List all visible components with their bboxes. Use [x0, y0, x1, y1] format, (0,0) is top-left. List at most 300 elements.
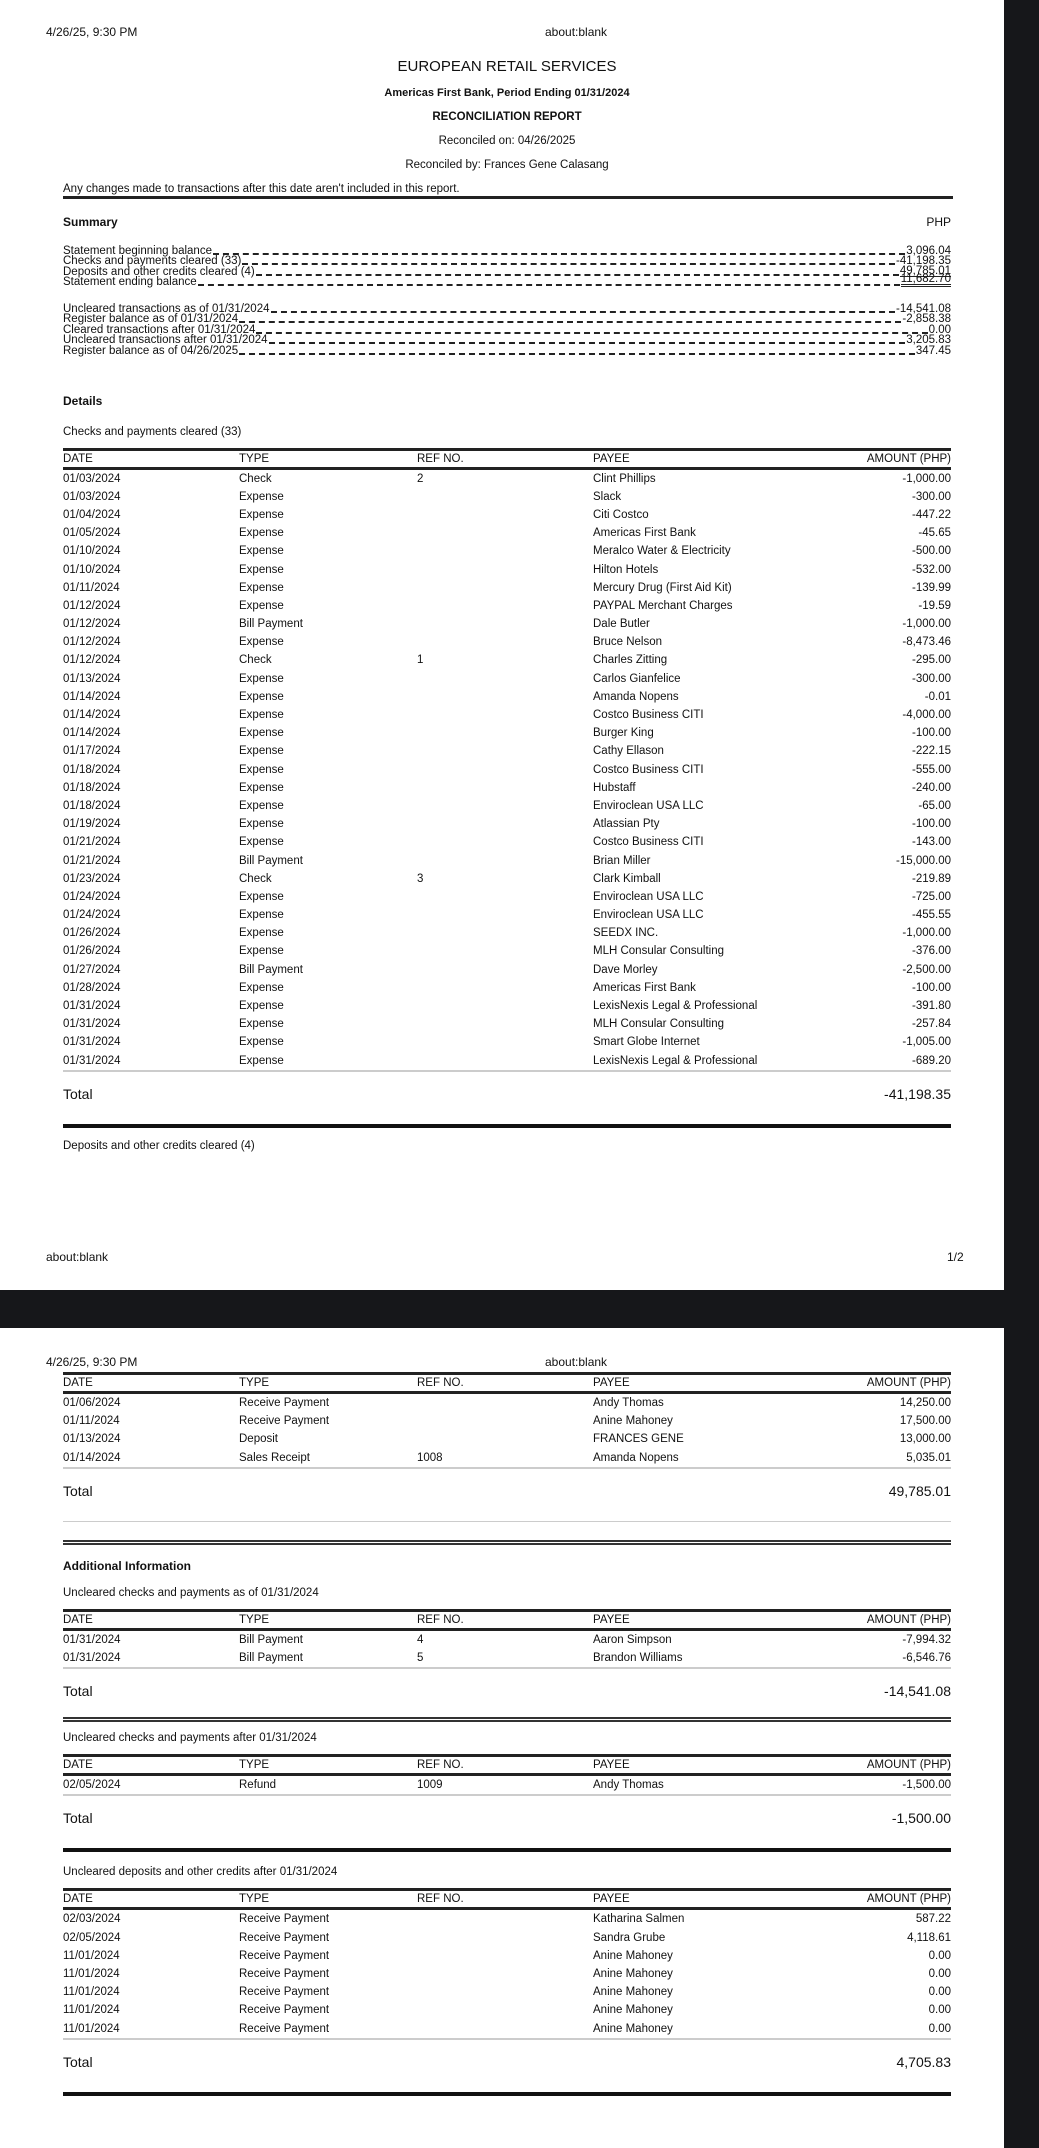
cell-date: 01/13/2024: [63, 1433, 121, 1446]
cell-payee: SEEDX INC.: [593, 927, 659, 940]
table-row: [63, 688, 951, 706]
summary-value: 3,096.04: [906, 244, 951, 257]
cell-date: 01/17/2024: [63, 745, 121, 758]
uncleared-after-total-row: [63, 1810, 951, 1826]
cell-payee: Enviroclean USA LLC: [593, 890, 704, 903]
cell-type: Deposit: [239, 1433, 278, 1446]
cell-ref: [417, 542, 593, 560]
table-row: [63, 997, 951, 1015]
reconciled-by: Reconciled by: Frances Gene Calasang: [405, 159, 609, 171]
total-label: Total: [63, 2053, 93, 2070]
section-divider: [63, 1717, 951, 1722]
cell-amount: 17,500.00: [899, 1415, 951, 1428]
cell-payee: Dave Morley: [593, 963, 658, 976]
dot-leader: [256, 332, 927, 334]
cell-payee: Hilton Hotels: [593, 563, 659, 576]
cell-type: Expense: [239, 709, 284, 722]
cell-payee: Enviroclean USA LLC: [593, 909, 704, 922]
total-label: Total: [63, 1085, 93, 1102]
cell-amount: -257.84: [911, 1018, 951, 1031]
cell-ref: [417, 1947, 593, 1965]
section-divider: [63, 1848, 951, 1852]
column-header-date: DATE: [63, 1756, 239, 1775]
table-row: [63, 1649, 951, 1668]
cell-date: 01/10/2024: [63, 563, 121, 576]
cell-ref: [417, 851, 593, 869]
dot-leader: [213, 253, 905, 255]
summary-value: 49,785.01: [899, 264, 951, 277]
cell-ref: [417, 1412, 593, 1430]
cell-type: Expense: [239, 909, 284, 922]
column-header-type: TYPE: [239, 1610, 417, 1629]
cell-type: Expense: [239, 1052, 417, 1071]
total-label: Total: [63, 1482, 93, 1499]
cell-amount: -143.00: [911, 836, 951, 849]
summary-row: [63, 345, 951, 356]
cell-date: 01/28/2024: [63, 981, 121, 994]
cell-amount: -447.22: [911, 508, 951, 521]
cell-type: Check: [239, 872, 272, 885]
cell-ref: [417, 1983, 593, 2001]
cell-ref: 3: [417, 872, 424, 885]
cell-payee: Katharina Salmen: [593, 1913, 685, 1926]
cell-payee: Dale Butler: [593, 618, 650, 631]
table-row: [63, 833, 951, 851]
cell-type: Receive Payment: [239, 1415, 330, 1428]
cell-ref: [417, 742, 593, 760]
cell-ref: 2: [417, 472, 424, 485]
cell-amount: 587.22: [915, 1913, 951, 1926]
uncleared-deposits-title: Uncleared deposits and other credits after 01/31/2024: [63, 1866, 338, 1879]
summary-row: [63, 335, 951, 346]
cell-amount: 0.00: [928, 1949, 951, 1962]
cell-amount: -1,000.00: [902, 472, 951, 485]
table-row: [63, 488, 951, 506]
cell-date: 01/31/2024: [63, 1018, 121, 1031]
dot-leader: [198, 284, 900, 286]
cell-ref: [417, 906, 593, 924]
cell-payee: MLH Consular Consulting: [593, 1018, 725, 1031]
deposits-cleared-total-row: [63, 1483, 951, 1499]
dot-leader: [242, 263, 895, 265]
cell-date: 02/05/2024: [63, 1931, 121, 1944]
section-divider: [63, 1124, 951, 1128]
cell-ref: [417, 1052, 593, 1071]
cell-payee: Anine Mahoney: [593, 1949, 673, 1962]
cell-payee: Mercury Drug (First Aid Kit): [593, 581, 732, 594]
cell-type: Receive Payment: [239, 1913, 330, 1926]
cell-amount: 13,000.00: [899, 1433, 951, 1446]
summary-label: Cleared transactions after 01/31/2024: [63, 323, 256, 336]
cell-ref: 1008: [417, 1449, 593, 1468]
summary-label: Register balance as of 04/26/2025: [63, 344, 239, 357]
cell-payee: Bruce Nelson: [593, 636, 663, 649]
cell-amount: -455.55: [911, 909, 951, 922]
cell-payee: Anine Mahoney: [593, 2004, 673, 2017]
cell-payee: Citi Costco: [593, 508, 649, 521]
column-header-date: DATE: [63, 1890, 239, 1909]
cell-type: Receive Payment: [239, 1931, 330, 1944]
cell-date: 01/13/2024: [63, 672, 121, 685]
cell-date: 01/26/2024: [63, 927, 121, 940]
cell-payee: Slack: [593, 490, 622, 503]
cell-type: Expense: [239, 490, 284, 503]
cell-amount: -7,994.32: [902, 1633, 951, 1646]
currency-label: PHP: [926, 215, 951, 229]
column-header-date: DATE: [63, 1610, 239, 1629]
summary-value: -14,541.08: [896, 302, 951, 315]
cell-ref: [417, 942, 593, 960]
cell-ref: 1: [417, 654, 424, 667]
cell-date: 01/12/2024: [63, 654, 121, 667]
column-header-amount: AMOUNT (PHP): [793, 1610, 951, 1629]
column-header-payee: PAYEE: [593, 1890, 793, 1909]
table-row: [63, 1909, 951, 1929]
checks-cleared-table-wrap: [63, 448, 951, 1072]
cell-payee: Anine Mahoney: [593, 1986, 673, 1999]
summary-heading: Summary: [63, 215, 118, 229]
table-row: [63, 1629, 951, 1649]
table-row: [63, 633, 951, 651]
cell-type: Expense: [239, 781, 284, 794]
cell-type: Expense: [239, 799, 284, 812]
cell-ref: 1009: [417, 1775, 593, 1796]
uncleared-asof-total-row: [63, 1683, 951, 1699]
cell-date: 02/05/2024: [63, 1775, 239, 1796]
cell-ref: [417, 597, 593, 615]
uncleared-deposits-total-row: [63, 2054, 951, 2070]
cell-type: Receive Payment: [239, 1397, 330, 1410]
cell-ref: 5: [417, 1649, 593, 1668]
summary-group-2: [63, 303, 951, 356]
cell-ref: [417, 706, 593, 724]
page2-content: [63, 1372, 951, 2096]
column-header-amount: AMOUNT (PHP): [793, 1756, 951, 1775]
summary-label: Uncleared transactions after 01/31/2024: [63, 334, 268, 346]
disclaimer: Any changes made to transactions after this date aren't included in this report.: [63, 183, 953, 199]
cell-amount: -100.00: [911, 981, 951, 994]
cell-date: 01/24/2024: [63, 909, 121, 922]
summary-row: [63, 303, 951, 314]
cell-ref: [417, 1909, 593, 1929]
cell-payee: PAYPAL Merchant Charges: [593, 599, 733, 612]
cell-ref: [417, 961, 593, 979]
summary-row: [63, 245, 951, 256]
cell-amount: 5,035.01: [793, 1449, 951, 1468]
cell-type: Check: [239, 654, 272, 667]
summary-label: Deposits and other credits cleared (4): [63, 265, 255, 278]
column-header-ref: REF NO.: [417, 449, 593, 468]
cell-payee: Hubstaff: [593, 781, 636, 794]
summary-value: -2,858.38: [902, 313, 951, 325]
table-row: [63, 761, 951, 779]
cell-type: Expense: [239, 1018, 284, 1031]
cell-ref: [417, 633, 593, 651]
cell-ref: 4: [417, 1633, 424, 1646]
cell-date: 01/12/2024: [63, 636, 121, 649]
cell-date: 01/12/2024: [63, 618, 121, 631]
cell-ref: [417, 833, 593, 851]
cell-type: Expense: [239, 890, 284, 903]
cell-amount: -15,000.00: [896, 854, 951, 867]
cell-amount: -45.65: [918, 527, 951, 540]
cell-date: 01/18/2024: [63, 799, 121, 812]
summary-row: [63, 266, 951, 277]
transactions-table: [63, 1754, 951, 1796]
cell-payee: Andy Thomas: [593, 1397, 664, 1410]
cell-amount: -1,500.00: [793, 1775, 951, 1796]
cell-ref: [417, 1033, 593, 1051]
cell-date: 01/21/2024: [63, 854, 121, 867]
cell-type: Check: [239, 472, 272, 485]
uncleared-after-table-wrap: [63, 1754, 951, 1796]
table-row: [63, 542, 951, 560]
cell-type: Bill Payment: [239, 618, 303, 631]
cell-type: Expense: [239, 836, 284, 849]
cell-ref: [417, 997, 593, 1015]
cell-type: Expense: [239, 672, 284, 685]
cell-payee: Anine Mahoney: [593, 2019, 793, 2038]
cell-date: 11/01/2024: [63, 2004, 120, 2017]
column-header-amount: AMOUNT (PHP): [793, 1890, 951, 1909]
table-row: [63, 870, 951, 888]
summary-row: [63, 324, 951, 335]
cell-amount: 0.00: [793, 2019, 951, 2038]
summary-group-1: [63, 245, 951, 287]
summary-value: 3,205.83: [906, 334, 951, 346]
cell-payee: MLH Consular Consulting: [593, 945, 725, 958]
cell-date: 01/31/2024: [63, 1036, 121, 1049]
table-header-row: [63, 1756, 951, 1775]
column-header-type: TYPE: [239, 1374, 417, 1393]
cell-payee: Meralco Water & Electricity: [593, 545, 731, 558]
cell-payee: Costco Business CITI: [593, 763, 704, 776]
cell-amount: -240.00: [911, 781, 951, 794]
cell-payee: FRANCES GENE: [593, 1433, 684, 1446]
reconciled-on: Reconciled on: 04/26/2025: [438, 135, 576, 147]
checks-cleared-title: Checks and payments cleared (33): [63, 425, 242, 438]
cell-type: Expense: [239, 945, 284, 958]
cell-ref: [417, 560, 593, 578]
cell-ref: [417, 488, 593, 506]
cell-type: Receive Payment: [239, 1949, 330, 1962]
table-row: [63, 1449, 951, 1468]
summary-label: Checks and payments cleared (33): [63, 255, 242, 267]
cell-ref: [417, 761, 593, 779]
uncleared-after-title: Uncleared checks and payments after 01/31/2024: [63, 1732, 317, 1745]
cell-type: Receive Payment: [239, 1986, 330, 1999]
cell-amount: -100.00: [911, 727, 951, 740]
table-row: [63, 468, 951, 488]
cell-date: 01/14/2024: [63, 709, 121, 722]
transactions-table: [63, 1609, 951, 1669]
cell-payee: Clint Phillips: [593, 472, 656, 485]
cell-payee: Anine Mahoney: [593, 1415, 673, 1428]
table-row: [63, 560, 951, 578]
cell-ref: [417, 670, 593, 688]
dot-leader: [239, 353, 915, 355]
cell-amount: -1,000.00: [902, 618, 951, 631]
column-header-type: TYPE: [239, 1890, 417, 1909]
summary-label: Statement beginning balance: [63, 244, 212, 257]
dot-leader: [271, 311, 896, 313]
print-url: about:blank: [545, 25, 608, 39]
cell-ref: [417, 779, 593, 797]
cell-ref: [417, 888, 593, 906]
table-row: [63, 706, 951, 724]
cell-type: Bill Payment: [239, 854, 303, 867]
total-label: Total: [63, 1810, 93, 1827]
cell-amount: -1,005.00: [902, 1036, 951, 1049]
table-row: [63, 888, 951, 906]
cell-amount: -0.01: [924, 690, 951, 703]
summary-row: [63, 256, 951, 267]
cell-payee: LexisNexis Legal & Professional: [593, 1052, 793, 1071]
cell-date: 01/21/2024: [63, 836, 121, 849]
dot-leader: [239, 321, 901, 323]
cell-date: 01/14/2024: [63, 727, 121, 740]
table-row: [63, 924, 951, 942]
table-row: [63, 597, 951, 615]
cell-type: Bill Payment: [239, 1649, 417, 1668]
cell-date: 01/11/2024: [63, 1415, 120, 1428]
cell-date: 01/18/2024: [63, 763, 121, 776]
cell-amount: -555.00: [911, 763, 951, 776]
uncleared-asof-title: Uncleared checks and payments as of 01/31/2024: [63, 1586, 319, 1599]
cell-date: 01/18/2024: [63, 781, 121, 794]
cell-type: Receive Payment: [239, 1967, 330, 1980]
footer-url: about:blank: [46, 1250, 109, 1264]
print-timestamp: 4/26/25, 9:30 PM: [46, 25, 138, 39]
table-row: [63, 615, 951, 633]
cell-ref: [417, 688, 593, 706]
cell-date: 11/01/2024: [63, 1949, 120, 1962]
table-row: [63, 524, 951, 542]
cell-amount: 0.00: [928, 1986, 951, 1999]
report-title: RECONCILIATION REPORT: [432, 111, 582, 123]
table-row: [63, 961, 951, 979]
table-row: [63, 979, 951, 997]
cell-payee: LexisNexis Legal & Professional: [593, 1000, 758, 1013]
cell-amount: -295.00: [911, 654, 951, 667]
cell-payee: Cathy Ellason: [593, 745, 664, 758]
cell-amount: 14,250.00: [899, 1397, 951, 1410]
cell-amount: -4,000.00: [902, 709, 951, 722]
table-row: [63, 779, 951, 797]
cell-type: Expense: [239, 1000, 284, 1013]
cell-amount: -300.00: [911, 490, 951, 503]
column-header-payee: PAYEE: [593, 1610, 793, 1629]
table-row: [63, 579, 951, 597]
transactions-table: [63, 1372, 951, 1469]
cell-payee: Andy Thomas: [593, 1775, 793, 1796]
cell-payee: Americas First Bank: [593, 527, 696, 540]
cell-type: Expense: [239, 636, 284, 649]
cell-ref: [417, 1430, 593, 1448]
column-header-payee: PAYEE: [593, 1374, 793, 1393]
cell-date: 01/31/2024: [63, 1052, 239, 1071]
print-url: about:blank: [545, 1355, 608, 1369]
cell-payee: Clark Kimball: [593, 872, 661, 885]
summary-value: -41,198.35: [896, 255, 951, 267]
section-divider: [63, 1540, 951, 1545]
cell-amount: -532.00: [911, 563, 951, 576]
table-header-row: [63, 449, 951, 468]
cell-type: Refund: [239, 1775, 417, 1796]
print-page-2: [0, 1328, 1004, 2148]
table-row: [63, 1430, 951, 1448]
cell-type: Expense: [239, 527, 284, 540]
cell-amount: -19.59: [918, 599, 951, 612]
column-header-date: DATE: [63, 1374, 239, 1393]
cell-date: 01/23/2024: [63, 872, 121, 885]
cell-amount: -139.99: [911, 581, 951, 594]
checks-cleared-total-row: [63, 1086, 951, 1102]
cell-payee: Brandon Williams: [593, 1649, 793, 1668]
cell-date: 01/14/2024: [63, 1449, 239, 1468]
summary-label: Statement ending balance: [63, 276, 197, 288]
table-row: [63, 1965, 951, 1983]
cell-ref: [417, 506, 593, 524]
table-row: [63, 1033, 951, 1051]
additional-info-heading: Additional Information: [63, 1558, 191, 1573]
uncleared-after-total: -1,500.00: [891, 1810, 951, 1827]
uncleared-asof-table-wrap: [63, 1609, 951, 1669]
cell-type: Expense: [239, 927, 284, 940]
table-row: [63, 815, 951, 833]
table-header-row: [63, 1374, 951, 1393]
cell-ref: [417, 2001, 593, 2019]
cell-payee: Aaron Simpson: [593, 1633, 672, 1646]
cell-type: Sales Receipt: [239, 1449, 417, 1468]
column-header-ref: REF NO.: [417, 1890, 593, 1909]
cell-amount: -8,473.46: [902, 636, 951, 649]
cell-date: 11/01/2024: [63, 1967, 120, 1980]
cell-ref: [417, 524, 593, 542]
cell-ref: [417, 1393, 593, 1413]
column-header-type: TYPE: [239, 449, 417, 468]
cell-type: Receive Payment: [239, 2004, 330, 2017]
checks-cleared-total: -41,198.35: [884, 1085, 951, 1102]
cell-date: 01/03/2024: [63, 472, 121, 485]
transactions-table: [63, 1888, 951, 2039]
cell-type: Expense: [239, 545, 284, 558]
uncleared-asof-total: -14,541.08: [884, 1683, 951, 1700]
table-header-row: [63, 1890, 951, 1909]
column-header-payee: PAYEE: [593, 1756, 793, 1775]
cell-date: 01/26/2024: [63, 945, 121, 958]
total-label: Total: [63, 1683, 93, 1700]
account-period: Americas First Bank, Period Ending 01/31/2024: [384, 87, 630, 99]
cell-payee: Smart Globe Internet: [593, 1036, 700, 1049]
cell-payee: Burger King: [593, 727, 654, 740]
uncleared-deposits-table-wrap: [63, 1888, 951, 2039]
page-number: 1/2: [947, 1250, 964, 1264]
cell-type: Expense: [239, 581, 284, 594]
print-timestamp: 4/26/25, 9:30 PM: [46, 1355, 138, 1369]
table-row: [63, 506, 951, 524]
summary-value: 347.45: [915, 344, 951, 357]
table-row: [63, 1393, 951, 1413]
cell-type: Bill Payment: [239, 1633, 303, 1646]
cell-amount: 4,118.61: [907, 1931, 951, 1944]
cell-date: 01/04/2024: [63, 508, 121, 521]
report-header: [63, 58, 951, 1152]
cell-date: 02/03/2024: [63, 1913, 121, 1926]
table-row: [63, 1929, 951, 1947]
section-divider: [63, 2092, 951, 2096]
cell-ref: [417, 797, 593, 815]
